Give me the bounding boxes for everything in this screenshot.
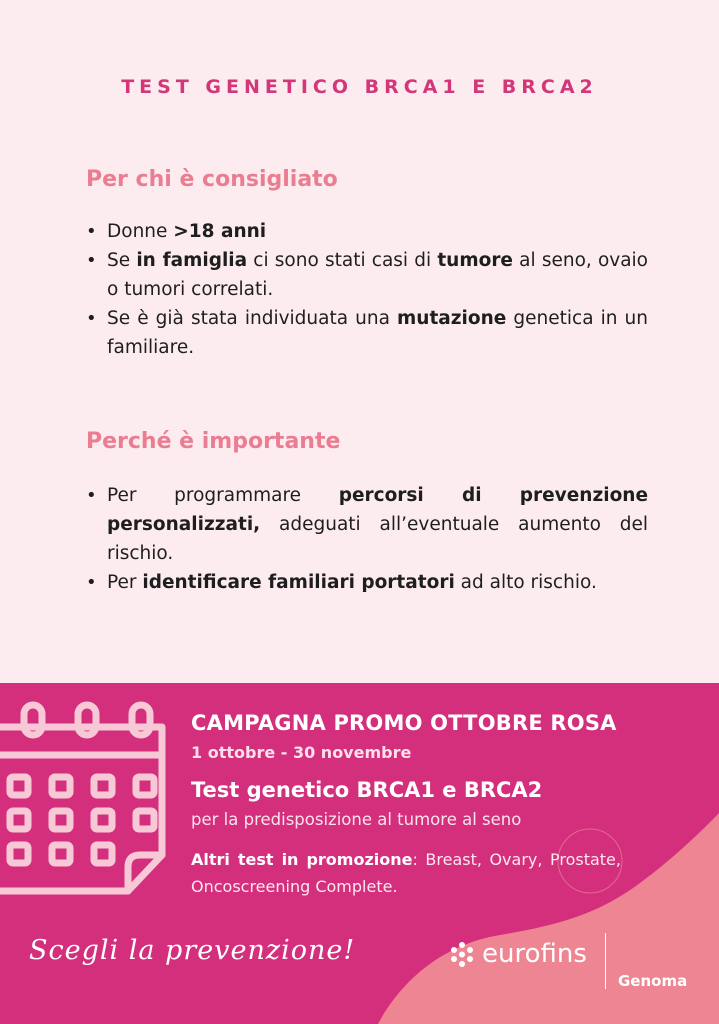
promo-title: CAMPAGNA PROMO OTTOBRE ROSA xyxy=(191,711,617,735)
recommended-list xyxy=(86,217,648,362)
importance-list xyxy=(86,481,648,597)
list-item: • Se è già stata individuata una mutazione genetica in un familiare. xyxy=(86,304,648,362)
list-item: • Per identificare familiari portatori ad alto rischio. xyxy=(86,568,648,597)
slogan: Scegli la prevenzione! xyxy=(29,935,356,966)
promo-subtitle: per la predisposizione al tumore al seno xyxy=(191,810,522,829)
promo-test-name: Test genetico BRCA1 e BRCA2 xyxy=(191,778,543,802)
brand-name: eurofins xyxy=(482,939,587,969)
calendar-icon xyxy=(0,695,172,905)
brand-subname: Genoma xyxy=(618,972,688,990)
list-item: • Per programmare percorsi di prevenzione personalizzati, adeguati all’eventuale aumento del rischio. xyxy=(86,481,648,568)
brand-divider xyxy=(605,933,606,989)
section-heading-perche: Perché è importante xyxy=(86,429,341,454)
list-item: • Se in famiglia ci sono stati casi di tumore al seno, ovaio o tumori correlati. xyxy=(86,246,648,304)
eurofins-logo xyxy=(448,939,587,969)
promo-dates: 1 ottobre - 30 novembre xyxy=(191,743,412,762)
page-title: TEST GENETICO BRCA1 E BRCA2 xyxy=(121,76,598,98)
promo-banner xyxy=(0,683,719,1024)
section-heading-per-chi: Per chi è consigliato xyxy=(86,167,338,192)
list-item: • Donne >18 anni xyxy=(86,217,648,246)
eurofins-flower-icon xyxy=(448,940,476,968)
promo-other-tests: Altri test in promozione: Breast, Ovary, Prostate, Oncoscreening Complete. xyxy=(191,850,621,896)
